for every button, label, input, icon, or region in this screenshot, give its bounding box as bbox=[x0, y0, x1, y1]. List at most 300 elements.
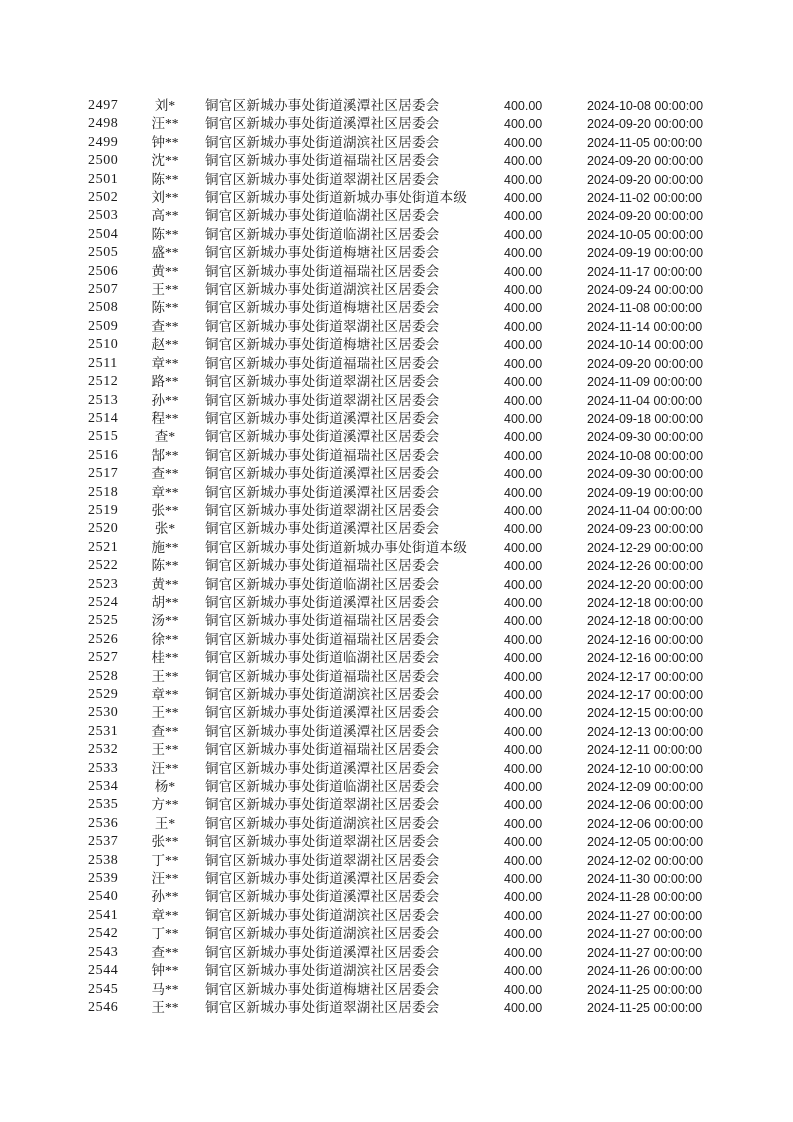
amount-cell: 400.00 bbox=[504, 467, 543, 482]
date-cell: 2024-12-06 00:00:00 bbox=[587, 798, 704, 813]
date-cell: 2024-12-17 00:00:00 bbox=[587, 688, 704, 702]
org-cell: 铜官区新城办事处街道临湖社区居委会 bbox=[205, 650, 440, 666]
table-row bbox=[0, 907, 793, 925]
name-cell: 钟** bbox=[151, 963, 179, 979]
name-cell: 桂** bbox=[151, 650, 179, 666]
date-cell: 2024-12-26 00:00:00 bbox=[587, 559, 704, 574]
amount-cell: 400.00 bbox=[504, 853, 543, 868]
amount-cell: 400.00 bbox=[504, 191, 543, 206]
org-cell: 铜官区新城办事处街道溪潭社区居委会 bbox=[205, 705, 440, 721]
name-cell: 高** bbox=[151, 208, 179, 224]
seq-cell: 2544 bbox=[88, 963, 119, 979]
table-row bbox=[0, 299, 793, 317]
amount-cell: 400.00 bbox=[504, 209, 543, 224]
org-cell: 铜官区新城办事处街道溪潭社区居委会 bbox=[205, 521, 440, 537]
seq-cell: 2535 bbox=[88, 797, 119, 813]
date-cell: 2024-11-25 00:00:00 bbox=[587, 982, 703, 997]
seq-cell: 2512 bbox=[88, 374, 119, 390]
org-cell: 铜官区新城办事处街道临湖社区居委会 bbox=[205, 779, 440, 795]
name-cell: 盛** bbox=[151, 245, 179, 261]
name-cell: 张** bbox=[151, 834, 179, 850]
date-cell: 2024-11-17 00:00:00 bbox=[587, 264, 703, 279]
amount-cell: 400.00 bbox=[504, 798, 543, 813]
table-row bbox=[0, 557, 793, 575]
date-cell: 2024-09-30 00:00:00 bbox=[587, 430, 704, 445]
seq-cell: 2507 bbox=[88, 282, 119, 298]
seq-cell: 2536 bbox=[88, 815, 119, 831]
table-row bbox=[0, 631, 793, 649]
table-row bbox=[0, 373, 793, 391]
org-cell: 铜官区新城办事处街道福瑞社区居委会 bbox=[205, 153, 440, 169]
amount-cell: 400.00 bbox=[504, 1000, 543, 1015]
table-row bbox=[0, 410, 793, 428]
seq-cell: 2537 bbox=[88, 834, 119, 850]
amount-cell: 400.00 bbox=[504, 448, 543, 463]
date-cell: 2024-10-08 00:00:00 bbox=[587, 448, 704, 463]
date-cell: 2024-10-05 00:00:00 bbox=[587, 227, 704, 242]
date-cell: 2024-09-20 00:00:00 bbox=[587, 209, 704, 224]
amount-cell: 400.00 bbox=[504, 356, 543, 371]
amount-cell: 400.00 bbox=[504, 99, 543, 113]
seq-cell: 2533 bbox=[88, 760, 119, 776]
date-cell: 2024-12-15 00:00:00 bbox=[587, 706, 704, 721]
amount-cell: 400.00 bbox=[504, 706, 543, 721]
table-row bbox=[0, 870, 793, 888]
name-cell: 程** bbox=[151, 410, 179, 426]
seq-cell: 2504 bbox=[88, 226, 119, 242]
date-cell: 2024-09-30 00:00:00 bbox=[587, 467, 704, 482]
org-cell: 铜官区新城办事处街道翠湖社区居委会 bbox=[205, 374, 440, 390]
table-row bbox=[0, 612, 793, 630]
org-cell: 铜官区新城办事处街道湖滨社区居委会 bbox=[205, 815, 440, 831]
org-cell: 铜官区新城办事处街道翠湖社区居委会 bbox=[205, 318, 440, 334]
table-row bbox=[0, 134, 793, 152]
name-cell: 汪** bbox=[151, 116, 179, 132]
table-row bbox=[0, 576, 793, 594]
date-cell: 2024-10-14 00:00:00 bbox=[587, 338, 704, 353]
name-cell: 王* bbox=[154, 815, 176, 831]
amount-cell: 400.00 bbox=[504, 945, 543, 960]
name-cell: 查** bbox=[151, 466, 179, 482]
date-cell: 2024-09-19 00:00:00 bbox=[587, 485, 704, 500]
seq-cell: 2501 bbox=[88, 171, 119, 187]
org-cell: 铜官区新城办事处街道梅塘社区居委会 bbox=[205, 981, 440, 997]
seq-cell: 2525 bbox=[88, 613, 119, 629]
table-row bbox=[0, 263, 793, 281]
table-row bbox=[0, 925, 793, 943]
date-cell: 2024-12-20 00:00:00 bbox=[587, 577, 704, 592]
seq-cell: 2517 bbox=[88, 466, 119, 482]
date-cell: 2024-12-02 00:00:00 bbox=[587, 853, 704, 868]
org-cell: 铜官区新城办事处街道溪潭社区居委会 bbox=[205, 760, 440, 776]
name-cell: 马** bbox=[151, 981, 179, 997]
org-cell: 铜官区新城办事处街道翠湖社区居委会 bbox=[205, 852, 440, 868]
date-cell: 2024-11-09 00:00:00 bbox=[587, 375, 703, 390]
date-cell: 2024-11-30 00:00:00 bbox=[587, 872, 703, 887]
date-cell: 2024-12-06 00:00:00 bbox=[587, 816, 704, 831]
org-cell: 铜官区新城办事处街道临湖社区居委会 bbox=[205, 576, 440, 592]
name-cell: 孙** bbox=[151, 889, 179, 905]
name-cell: 孙** bbox=[151, 392, 179, 408]
seq-cell: 2522 bbox=[88, 558, 119, 574]
name-cell: 查** bbox=[151, 944, 179, 960]
amount-cell: 400.00 bbox=[504, 319, 543, 334]
table-row bbox=[0, 428, 793, 446]
table-row bbox=[0, 981, 793, 999]
amount-cell: 400.00 bbox=[504, 982, 543, 997]
name-cell: 汪** bbox=[151, 760, 179, 776]
date-cell: 2024-11-14 00:00:00 bbox=[587, 319, 703, 334]
name-cell: 刘** bbox=[151, 190, 179, 206]
name-cell: 赵** bbox=[151, 337, 179, 353]
amount-cell: 400.00 bbox=[504, 724, 543, 739]
name-cell: 查** bbox=[151, 318, 179, 334]
amount-cell: 400.00 bbox=[504, 264, 543, 279]
name-cell: 丁** bbox=[151, 852, 179, 868]
seq-cell: 2511 bbox=[88, 355, 118, 371]
seq-cell: 2539 bbox=[88, 871, 119, 887]
date-cell: 2024-12-13 00:00:00 bbox=[587, 724, 704, 739]
amount-cell: 400.00 bbox=[504, 338, 543, 353]
date-cell: 2024-09-20 00:00:00 bbox=[587, 172, 704, 187]
org-cell: 铜官区新城办事处街道溪潭社区居委会 bbox=[205, 889, 440, 905]
amount-cell: 400.00 bbox=[504, 780, 543, 795]
date-cell: 2024-11-05 00:00:00 bbox=[587, 135, 703, 150]
seq-cell: 2542 bbox=[88, 926, 119, 942]
org-cell: 铜官区新城办事处街道溪潭社区居委会 bbox=[205, 116, 440, 132]
date-cell: 2024-12-05 00:00:00 bbox=[587, 835, 704, 850]
org-cell: 铜官区新城办事处街道溪潭社区居委会 bbox=[205, 594, 440, 610]
org-cell: 铜官区新城办事处街道翠湖社区居委会 bbox=[205, 797, 440, 813]
date-cell: 2024-11-04 00:00:00 bbox=[587, 503, 703, 518]
table-row bbox=[0, 502, 793, 520]
amount-cell: 400.00 bbox=[504, 632, 543, 647]
date-cell: 2024-09-20 00:00:00 bbox=[587, 154, 704, 169]
date-cell: 2024-11-27 00:00:00 bbox=[587, 945, 703, 960]
table-row bbox=[0, 115, 793, 133]
table-row bbox=[0, 355, 793, 373]
org-cell: 铜官区新城办事处街道福瑞社区居委会 bbox=[205, 558, 440, 574]
amount-cell: 400.00 bbox=[504, 908, 543, 923]
name-cell: 章** bbox=[151, 484, 179, 500]
seq-cell: 2497 bbox=[88, 98, 119, 113]
name-cell: 丁** bbox=[151, 926, 179, 942]
name-cell: 汤** bbox=[151, 613, 179, 629]
table-row bbox=[0, 704, 793, 722]
amount-cell: 400.00 bbox=[504, 283, 543, 298]
amount-cell: 400.00 bbox=[504, 503, 543, 518]
seq-cell: 2532 bbox=[88, 742, 119, 758]
seq-cell: 2545 bbox=[88, 981, 119, 997]
org-cell: 铜官区新城办事处街道翠湖社区居委会 bbox=[205, 502, 440, 518]
table-row bbox=[0, 484, 793, 502]
org-cell: 铜官区新城办事处街道新城办事处街道本级 bbox=[205, 539, 468, 555]
name-cell: 杨* bbox=[154, 779, 176, 795]
org-cell: 铜官区新城办事处街道梅塘社区居委会 bbox=[205, 337, 440, 353]
seq-cell: 2540 bbox=[88, 889, 119, 905]
seq-cell: 2506 bbox=[88, 263, 119, 279]
seq-cell: 2546 bbox=[88, 999, 119, 1015]
date-cell: 2024-11-27 00:00:00 bbox=[587, 927, 703, 942]
org-cell: 铜官区新城办事处街道溪潭社区居委会 bbox=[205, 429, 440, 445]
amount-cell: 400.00 bbox=[504, 246, 543, 261]
name-cell: 王** bbox=[151, 668, 179, 684]
table-row bbox=[0, 852, 793, 870]
name-cell: 陈** bbox=[151, 558, 179, 574]
amount-cell: 400.00 bbox=[504, 927, 543, 942]
seq-cell: 2543 bbox=[88, 944, 119, 960]
table-row bbox=[0, 465, 793, 483]
table-row bbox=[0, 944, 793, 962]
seq-cell: 2526 bbox=[88, 631, 119, 647]
seq-cell: 2508 bbox=[88, 300, 119, 316]
table-row bbox=[0, 281, 793, 299]
date-cell: 2024-12-18 00:00:00 bbox=[587, 595, 704, 610]
table-body bbox=[0, 97, 793, 1017]
name-cell: 路** bbox=[151, 374, 179, 390]
table-row bbox=[0, 226, 793, 244]
name-cell: 王** bbox=[151, 742, 179, 758]
seq-cell: 2505 bbox=[88, 245, 119, 261]
date-cell: 2024-12-10 00:00:00 bbox=[587, 761, 704, 776]
amount-cell: 400.00 bbox=[504, 375, 543, 390]
date-cell: 2024-10-08 00:00:00 bbox=[587, 99, 704, 113]
seq-cell: 2541 bbox=[88, 907, 119, 923]
org-cell: 铜官区新城办事处街道溪潭社区居委会 bbox=[205, 410, 440, 426]
amount-cell: 400.00 bbox=[504, 172, 543, 187]
seq-cell: 2531 bbox=[88, 723, 119, 739]
table-row bbox=[0, 760, 793, 778]
table-row bbox=[0, 668, 793, 686]
seq-cell: 2521 bbox=[88, 539, 119, 555]
org-cell: 铜官区新城办事处街道福瑞社区居委会 bbox=[205, 613, 440, 629]
date-cell: 2024-12-16 00:00:00 bbox=[587, 632, 704, 647]
name-cell: 章** bbox=[151, 355, 179, 371]
table-row bbox=[0, 97, 793, 115]
org-cell: 铜官区新城办事处街道湖滨社区居委会 bbox=[205, 134, 440, 150]
name-cell: 张** bbox=[151, 502, 179, 518]
org-cell: 铜官区新城办事处街道湖滨社区居委会 bbox=[205, 907, 440, 923]
org-cell: 铜官区新城办事处街道梅塘社区居委会 bbox=[205, 300, 440, 316]
seq-cell: 2510 bbox=[88, 337, 119, 353]
date-cell: 2024-11-28 00:00:00 bbox=[587, 890, 703, 905]
amount-cell: 400.00 bbox=[504, 393, 543, 408]
seq-cell: 2527 bbox=[88, 650, 119, 666]
org-cell: 铜官区新城办事处街道福瑞社区居委会 bbox=[205, 263, 440, 279]
table-row bbox=[0, 520, 793, 538]
org-cell: 铜官区新城办事处街道福瑞社区居委会 bbox=[205, 668, 440, 684]
date-cell: 2024-09-20 00:00:00 bbox=[587, 356, 704, 371]
table-row bbox=[0, 318, 793, 336]
name-cell: 陈** bbox=[151, 226, 179, 242]
date-cell: 2024-12-09 00:00:00 bbox=[587, 780, 704, 795]
amount-cell: 400.00 bbox=[504, 559, 543, 574]
seq-cell: 2515 bbox=[88, 429, 119, 445]
name-cell: 刘* bbox=[154, 98, 176, 113]
seq-cell: 2498 bbox=[88, 116, 119, 132]
table-row bbox=[0, 189, 793, 207]
amount-cell: 400.00 bbox=[504, 430, 543, 445]
amount-cell: 400.00 bbox=[504, 411, 543, 426]
table-row bbox=[0, 649, 793, 667]
name-cell: 陈** bbox=[151, 300, 179, 316]
org-cell: 铜官区新城办事处街道溪潭社区居委会 bbox=[205, 484, 440, 500]
amount-cell: 400.00 bbox=[504, 614, 543, 629]
table-row bbox=[0, 815, 793, 833]
name-cell: 章** bbox=[151, 687, 179, 702]
amount-cell: 400.00 bbox=[504, 522, 543, 537]
org-cell: 铜官区新城办事处街道翠湖社区居委会 bbox=[205, 392, 440, 408]
org-cell: 铜官区新城办事处街道翠湖社区居委会 bbox=[205, 834, 440, 850]
org-cell: 铜官区新城办事处街道湖滨社区居委会 bbox=[205, 926, 440, 942]
name-cell: 沈** bbox=[151, 153, 179, 169]
seq-cell: 2516 bbox=[88, 447, 119, 463]
org-cell: 铜官区新城办事处街道溪潭社区居委会 bbox=[205, 98, 440, 113]
table-row bbox=[0, 723, 793, 741]
org-cell: 铜官区新城办事处街道翠湖社区居委会 bbox=[205, 171, 440, 187]
org-cell: 铜官区新城办事处街道临湖社区居委会 bbox=[205, 208, 440, 224]
seq-cell: 2513 bbox=[88, 392, 119, 408]
seq-cell: 2530 bbox=[88, 705, 119, 721]
seq-cell: 2534 bbox=[88, 779, 119, 795]
date-cell: 2024-09-19 00:00:00 bbox=[587, 246, 704, 261]
date-cell: 2024-09-20 00:00:00 bbox=[587, 117, 704, 132]
table-row bbox=[0, 686, 793, 704]
org-cell: 铜官区新城办事处街道湖滨社区居委会 bbox=[205, 687, 440, 702]
seq-cell: 2538 bbox=[88, 852, 119, 868]
table-row bbox=[0, 539, 793, 557]
date-cell: 2024-12-18 00:00:00 bbox=[587, 614, 704, 629]
date-cell: 2024-11-04 00:00:00 bbox=[587, 393, 703, 408]
org-cell: 铜官区新城办事处街道溪潭社区居委会 bbox=[205, 871, 440, 887]
name-cell: 张* bbox=[154, 521, 176, 537]
table-row bbox=[0, 336, 793, 354]
table-row bbox=[0, 207, 793, 225]
amount-cell: 400.00 bbox=[504, 743, 543, 758]
date-cell: 2024-12-16 00:00:00 bbox=[587, 651, 704, 666]
amount-cell: 400.00 bbox=[504, 154, 543, 169]
org-cell: 铜官区新城办事处街道福瑞社区居委会 bbox=[205, 355, 440, 371]
seq-cell: 2499 bbox=[88, 134, 119, 150]
table-row bbox=[0, 833, 793, 851]
org-cell: 铜官区新城办事处街道临湖社区居委会 bbox=[205, 226, 440, 242]
amount-cell: 400.00 bbox=[504, 485, 543, 500]
amount-cell: 400.00 bbox=[504, 964, 543, 979]
table-row bbox=[0, 962, 793, 980]
name-cell: 查* bbox=[154, 429, 176, 445]
seq-cell: 2520 bbox=[88, 521, 119, 537]
amount-cell: 400.00 bbox=[504, 301, 543, 316]
org-cell: 铜官区新城办事处街道溪潭社区居委会 bbox=[205, 466, 440, 482]
table-row bbox=[0, 796, 793, 814]
date-cell: 2024-11-26 00:00:00 bbox=[587, 964, 703, 979]
amount-cell: 400.00 bbox=[504, 227, 543, 242]
name-cell: 施** bbox=[151, 539, 179, 555]
seq-cell: 2514 bbox=[88, 410, 119, 426]
seq-cell: 2518 bbox=[88, 484, 119, 500]
name-cell: 黄** bbox=[151, 576, 179, 592]
seq-cell: 2503 bbox=[88, 208, 119, 224]
name-cell: 汪** bbox=[151, 871, 179, 887]
table-row bbox=[0, 171, 793, 189]
amount-cell: 400.00 bbox=[504, 835, 543, 850]
amount-cell: 400.00 bbox=[504, 577, 543, 592]
table-row bbox=[0, 888, 793, 906]
org-cell: 铜官区新城办事处街道翠湖社区居委会 bbox=[205, 999, 440, 1015]
seq-cell: 2509 bbox=[88, 318, 119, 334]
org-cell: 铜官区新城办事处街道福瑞社区居委会 bbox=[205, 447, 440, 463]
name-cell: 钟** bbox=[151, 134, 179, 150]
amount-cell: 400.00 bbox=[504, 135, 543, 150]
date-cell: 2024-11-27 00:00:00 bbox=[587, 908, 703, 923]
amount-cell: 400.00 bbox=[504, 761, 543, 776]
table-row bbox=[0, 392, 793, 410]
date-cell: 2024-09-23 00:00:00 bbox=[587, 522, 704, 537]
amount-cell: 400.00 bbox=[504, 595, 543, 610]
date-cell: 2024-11-02 00:00:00 bbox=[587, 191, 703, 206]
seq-cell: 2528 bbox=[88, 668, 119, 684]
amount-cell: 400.00 bbox=[504, 669, 543, 684]
amount-cell: 400.00 bbox=[504, 688, 543, 702]
date-cell: 2024-11-08 00:00:00 bbox=[587, 301, 703, 316]
date-cell: 2024-11-25 00:00:00 bbox=[587, 1000, 703, 1015]
org-cell: 铜官区新城办事处街道湖滨社区居委会 bbox=[205, 963, 440, 979]
seq-cell: 2500 bbox=[88, 153, 119, 169]
table-row bbox=[0, 999, 793, 1017]
name-cell: 胡** bbox=[151, 594, 179, 610]
amount-cell: 400.00 bbox=[504, 890, 543, 905]
org-cell: 铜官区新城办事处街道溪潭社区居委会 bbox=[205, 723, 440, 739]
name-cell: 王** bbox=[151, 282, 179, 298]
seq-cell: 2519 bbox=[88, 502, 119, 518]
seq-cell: 2524 bbox=[88, 594, 119, 610]
org-cell: 铜官区新城办事处街道溪潭社区居委会 bbox=[205, 944, 440, 960]
table-row bbox=[0, 447, 793, 465]
date-cell: 2024-12-29 00:00:00 bbox=[587, 540, 704, 555]
table-row bbox=[0, 594, 793, 612]
date-cell: 2024-09-18 00:00:00 bbox=[587, 411, 704, 426]
date-cell: 2024-12-17 00:00:00 bbox=[587, 669, 704, 684]
date-cell: 2024-09-24 00:00:00 bbox=[587, 283, 704, 298]
name-cell: 查** bbox=[151, 723, 179, 739]
name-cell: 黄** bbox=[151, 263, 179, 279]
seq-cell: 2529 bbox=[88, 687, 119, 702]
name-cell: 徐** bbox=[151, 631, 179, 647]
amount-cell: 400.00 bbox=[504, 816, 543, 831]
name-cell: 陈** bbox=[151, 171, 179, 187]
amount-cell: 400.00 bbox=[504, 651, 543, 666]
amount-cell: 400.00 bbox=[504, 872, 543, 887]
name-cell: 郜** bbox=[151, 447, 179, 463]
org-cell: 铜官区新城办事处街道新城办事处街道本级 bbox=[205, 190, 468, 206]
seq-cell: 2523 bbox=[88, 576, 119, 592]
org-cell: 铜官区新城办事处街道福瑞社区居委会 bbox=[205, 742, 440, 758]
table-row bbox=[0, 778, 793, 796]
table-row bbox=[0, 152, 793, 170]
org-cell: 铜官区新城办事处街道梅塘社区居委会 bbox=[205, 245, 440, 261]
name-cell: 王** bbox=[151, 705, 179, 721]
org-cell: 铜官区新城办事处街道湖滨社区居委会 bbox=[205, 282, 440, 298]
name-cell: 章** bbox=[151, 907, 179, 923]
date-cell: 2024-12-11 00:00:00 bbox=[587, 743, 703, 758]
table-row bbox=[0, 741, 793, 759]
table-row bbox=[0, 244, 793, 262]
seq-cell: 2502 bbox=[88, 190, 119, 206]
name-cell: 王** bbox=[151, 999, 179, 1015]
amount-cell: 400.00 bbox=[504, 117, 543, 132]
name-cell: 方** bbox=[151, 797, 179, 813]
amount-cell: 400.00 bbox=[504, 540, 543, 555]
